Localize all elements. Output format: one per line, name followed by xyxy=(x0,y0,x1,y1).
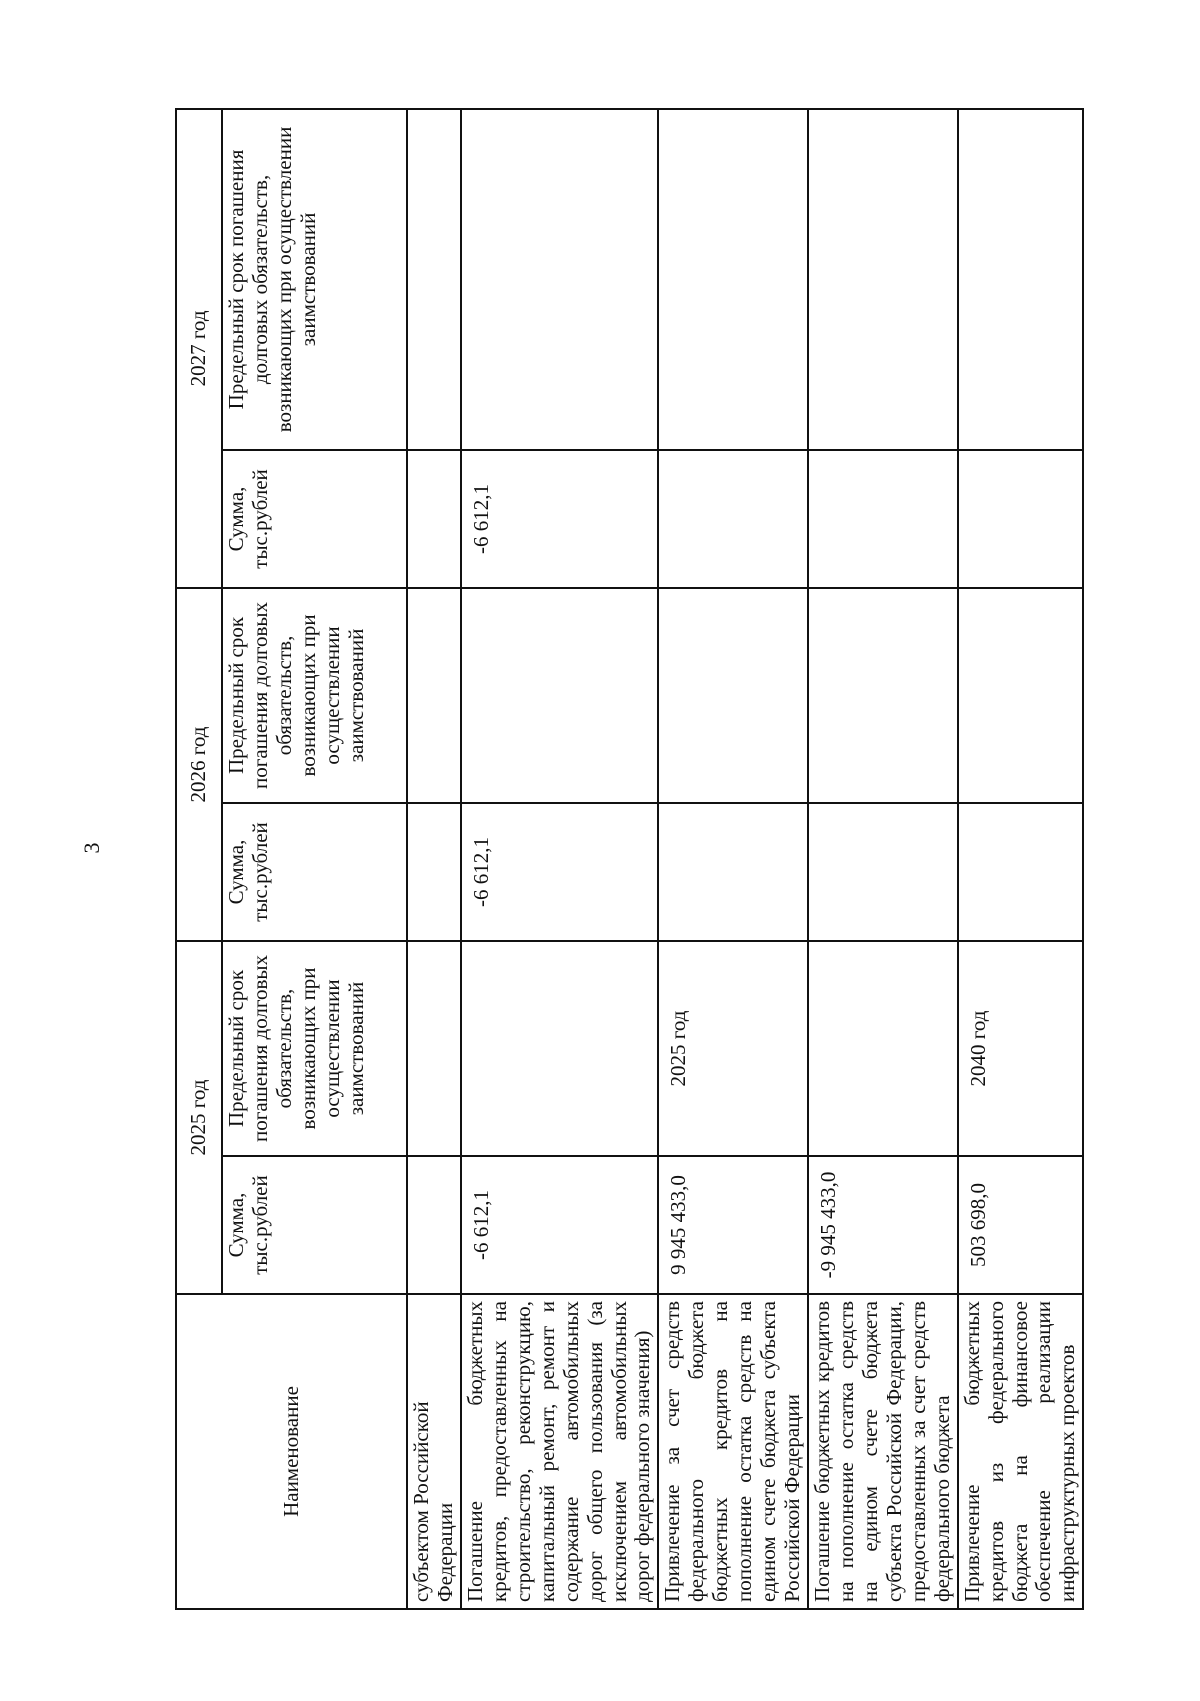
term-2025 xyxy=(808,941,958,1156)
row-name: Погашение бюджетных кредитов, предоставленных на строительство, реконструкцию, капитальный ремонт, ремонт и содержание автомобильных дорог общего пользования (за исключением автомобильных дорог федерального значения) xyxy=(461,1294,659,1609)
section-empty-cell xyxy=(407,109,461,450)
table-row xyxy=(658,109,808,1609)
header-year-2027: 2027 год xyxy=(176,109,222,588)
header-sum-2027: Сумма, тыс.рублей xyxy=(222,450,407,588)
sum-2025: -9 945 433,0 xyxy=(808,1156,958,1294)
header-term-2025: Предельный срок погашения долговых обязательств, возникающих при осуществлении заимствований xyxy=(222,941,407,1156)
section-row xyxy=(407,109,461,1609)
term-2025 xyxy=(461,941,659,1156)
sum-2026 xyxy=(658,803,808,941)
section-empty-cell xyxy=(407,1156,461,1294)
sum-2025: 503 698,0 xyxy=(958,1156,1084,1294)
header-year-2025: 2025 год xyxy=(176,941,222,1294)
section-empty-cell xyxy=(407,803,461,941)
sum-2027 xyxy=(658,450,808,588)
header-term-2026: Предельный срок погашения долговых обязательств, возникающих при осуществлении заимствований xyxy=(222,588,407,803)
term-2026 xyxy=(958,588,1084,803)
header-sum-2025: Сумма, тыс.рублей xyxy=(222,1156,407,1294)
term-2027 xyxy=(958,109,1084,450)
term-2026 xyxy=(461,588,659,803)
sum-2027: -6 612,1 xyxy=(461,450,659,588)
row-name: Погашение бюджетных кредитов на пополнение остатка средств на едином счете бюджета субъекта Российской Федерации, предоставленных за счет средств федерального бюджета xyxy=(808,1294,958,1609)
term-2027 xyxy=(461,109,659,450)
section-empty-cell xyxy=(407,588,461,803)
header-sum-2026: Сумма, тыс.рублей xyxy=(222,803,407,941)
term-2026 xyxy=(658,588,808,803)
borrowing-table-container xyxy=(175,110,1080,1610)
section-empty-cell xyxy=(407,450,461,588)
table-row xyxy=(958,109,1084,1609)
sum-2025: -6 612,1 xyxy=(461,1156,659,1294)
term-2025: 2025 год xyxy=(658,941,808,1156)
row-name: Привлечение бюджетных кредитов из федерального бюджета на финансовое обеспечение реализации инфраструктурных проектов xyxy=(958,1294,1084,1609)
section-empty-cell xyxy=(407,941,461,1156)
sum-2026 xyxy=(958,803,1084,941)
term-2027 xyxy=(808,109,958,450)
sum-2026: -6 612,1 xyxy=(461,803,659,941)
sum-2025: 9 945 433,0 xyxy=(658,1156,808,1294)
term-2026 xyxy=(808,588,958,803)
section-label: субъектом Российской Федерации xyxy=(407,1294,461,1609)
sum-2026 xyxy=(808,803,958,941)
term-2027 xyxy=(658,109,808,450)
term-2025: 2040 год xyxy=(958,941,1084,1156)
table-row xyxy=(461,109,659,1609)
borrowing-program-table xyxy=(175,108,1084,1610)
header-term-2027: Предельный срок погашения долговых обязательств, возникающих при осуществлении заимствований xyxy=(222,109,407,450)
page-number: 3 xyxy=(79,842,104,854)
header-name: Наименование xyxy=(176,1294,407,1609)
sum-2027 xyxy=(958,450,1084,588)
row-name: Привлечение за счет средств федерального бюджета бюджетных кредитов на пополнение остатка средств на едином счете бюджета субъекта Российской Федерации xyxy=(658,1294,808,1609)
header-year-2026: 2026 год xyxy=(176,588,222,941)
table-row xyxy=(808,109,958,1609)
sum-2027 xyxy=(808,450,958,588)
